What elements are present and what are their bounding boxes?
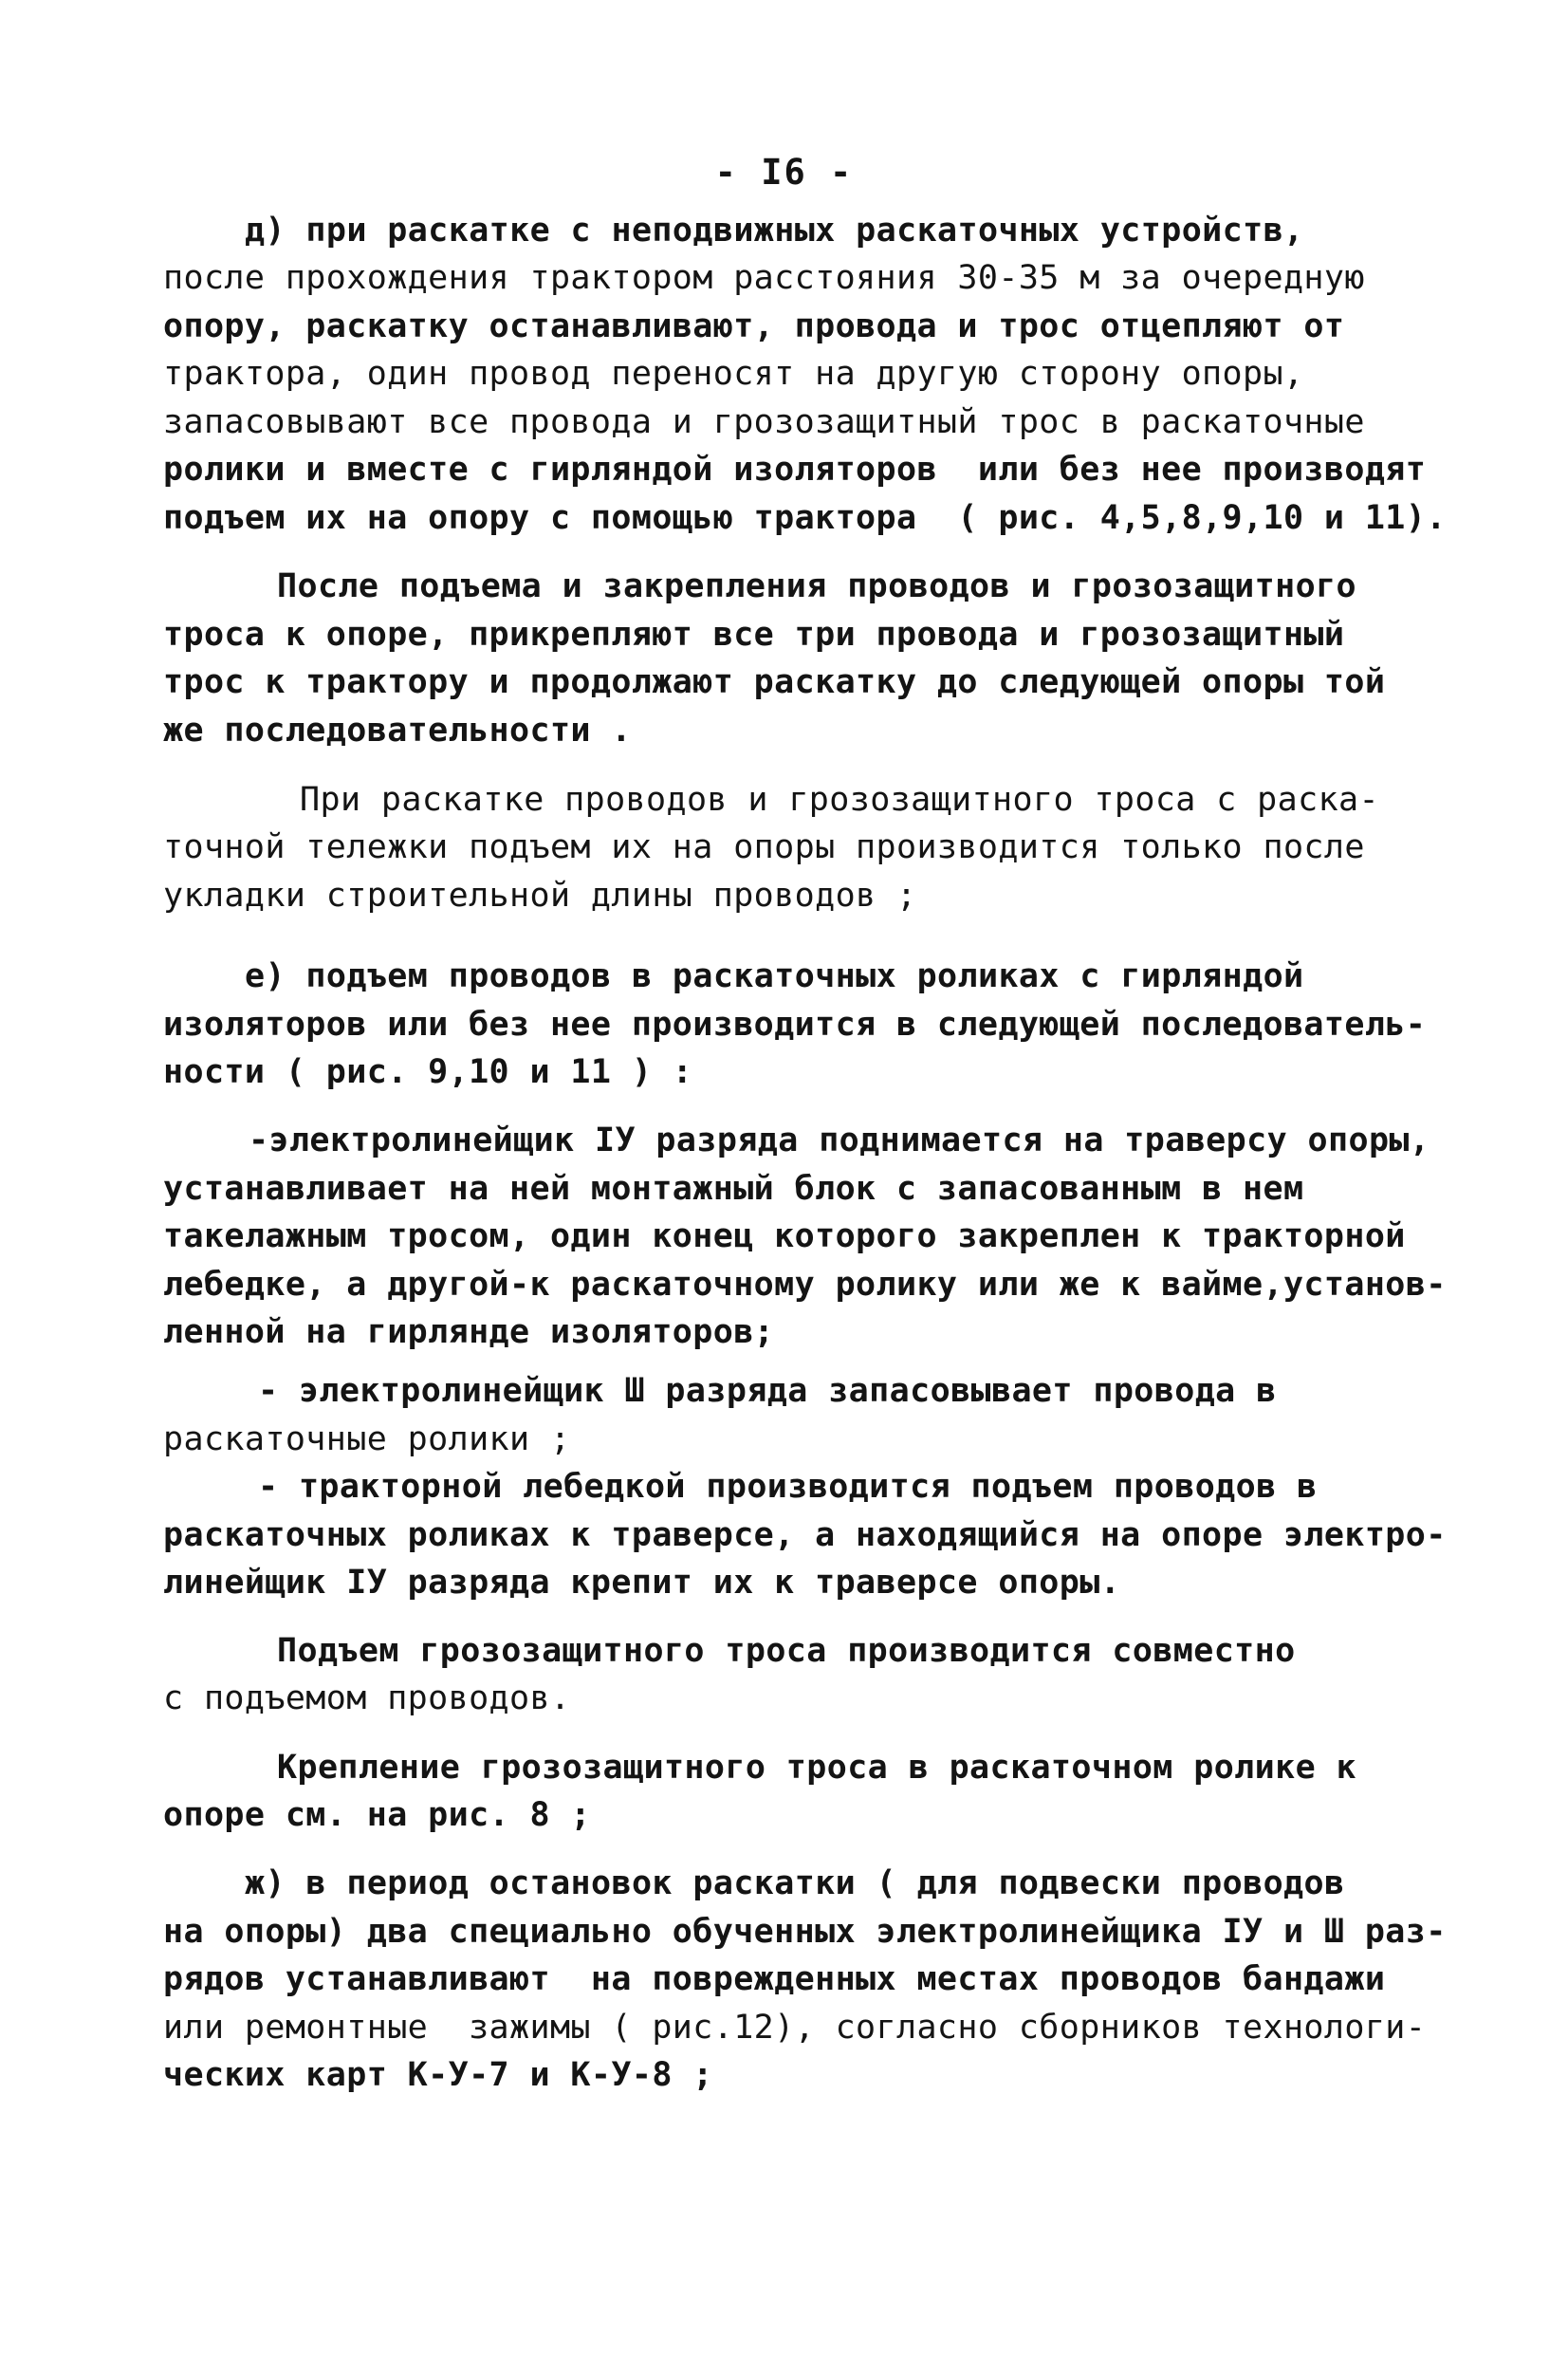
text-line: е) подъем проводов в раскаточных роликах с гирляндой bbox=[245, 957, 1304, 995]
text-line: раскаточных роликах к траверсе, а находящийся на опоре электро- bbox=[163, 1516, 1447, 1554]
text-line: Подъем грозозащитного троса производится совместно bbox=[277, 1632, 1296, 1670]
text-line: после прохождения трактором расстояния 30-35 м за очередную bbox=[163, 259, 1365, 297]
text-line: ж) в период остановок раскатки ( для подвески проводов bbox=[245, 1864, 1345, 1902]
text-line: устанавливает на ней монтажный блок с запасованным в нем bbox=[163, 1170, 1304, 1208]
text-line: ролики и вместе с гирляндой изоляторов или без нее производят bbox=[163, 451, 1427, 489]
text-line: с подъемом проводов. bbox=[163, 1679, 571, 1717]
text-line: же последовательности . bbox=[163, 712, 632, 750]
text-line: на опоры) два специально обученных электролинейщика IУ и Ш раз- bbox=[163, 1913, 1447, 1951]
text-line: д) при раскатке с неподвижных раскаточных устройств, bbox=[245, 212, 1304, 250]
text-line: Крепление грозозащитного троса в раскаточном ролике к bbox=[277, 1749, 1357, 1787]
text-line: запасовывают все провода и грозозащитный трос в раскаточные bbox=[163, 403, 1365, 441]
text-line: При раскатке проводов и грозозащитного троса с раска- bbox=[300, 781, 1380, 819]
text-line: или ремонтные зажимы ( рис.12), согласно сборников технологи- bbox=[163, 2009, 1427, 2047]
text-line: лебедке, а другой-к раскаточному ролику или же к вайме,установ- bbox=[163, 1266, 1447, 1304]
text-line: опору, раскатку останавливают, провода и трос отцепляют от bbox=[163, 307, 1345, 345]
text-line: рядов устанавливают на поврежденных местах проводов бандажи bbox=[163, 1960, 1386, 1998]
page-number: - I6 - bbox=[714, 152, 854, 193]
text-line: -электролинейщик IУ разряда поднимается на траверсу опоры, bbox=[249, 1121, 1430, 1159]
text-line: трактора, один провод переносят на другую сторону опоры, bbox=[163, 355, 1304, 393]
text-line: ленной на гирлянде изоляторов; bbox=[163, 1313, 775, 1351]
text-line: ности ( рис. 9,10 и 11 ) : bbox=[163, 1053, 693, 1091]
text-line: точной тележки подъем их на опоры производится только после bbox=[163, 828, 1365, 866]
text-line: раскаточные ролики ; bbox=[163, 1420, 571, 1458]
text-line: - тракторной лебедкой производится подъем проводов в bbox=[258, 1468, 1318, 1506]
text-line: трос к трактору и продолжают раскатку до следующей опоры той bbox=[163, 663, 1386, 701]
text-line: троса к опоре, прикрепляют все три провода и грозозащитный bbox=[163, 616, 1345, 654]
text-line: После подъема и закрепления проводов и грозозащитного bbox=[277, 567, 1357, 605]
text-line: опоре см. на рис. 8 ; bbox=[163, 1796, 591, 1834]
text-line: такелажным тросом, один конец которого закреплен к тракторной bbox=[163, 1217, 1406, 1255]
text-line: линейщик IУ разряда крепит их к траверсе опоры. bbox=[163, 1564, 1121, 1602]
text-line: ческих карт К-У-7 и К-У-8 ; bbox=[163, 2056, 713, 2094]
text-line: изоляторов или без нее производится в следующей последователь- bbox=[163, 1006, 1427, 1044]
text-line: подъем их на опору с помощью трактора ( рис. 4,5,8,9,10 и 11). bbox=[163, 499, 1447, 537]
text-line: - электролинейщик Ш разряда запасовывает провода в bbox=[258, 1372, 1277, 1410]
text-line: укладки строительной длины проводов ; bbox=[163, 877, 917, 915]
